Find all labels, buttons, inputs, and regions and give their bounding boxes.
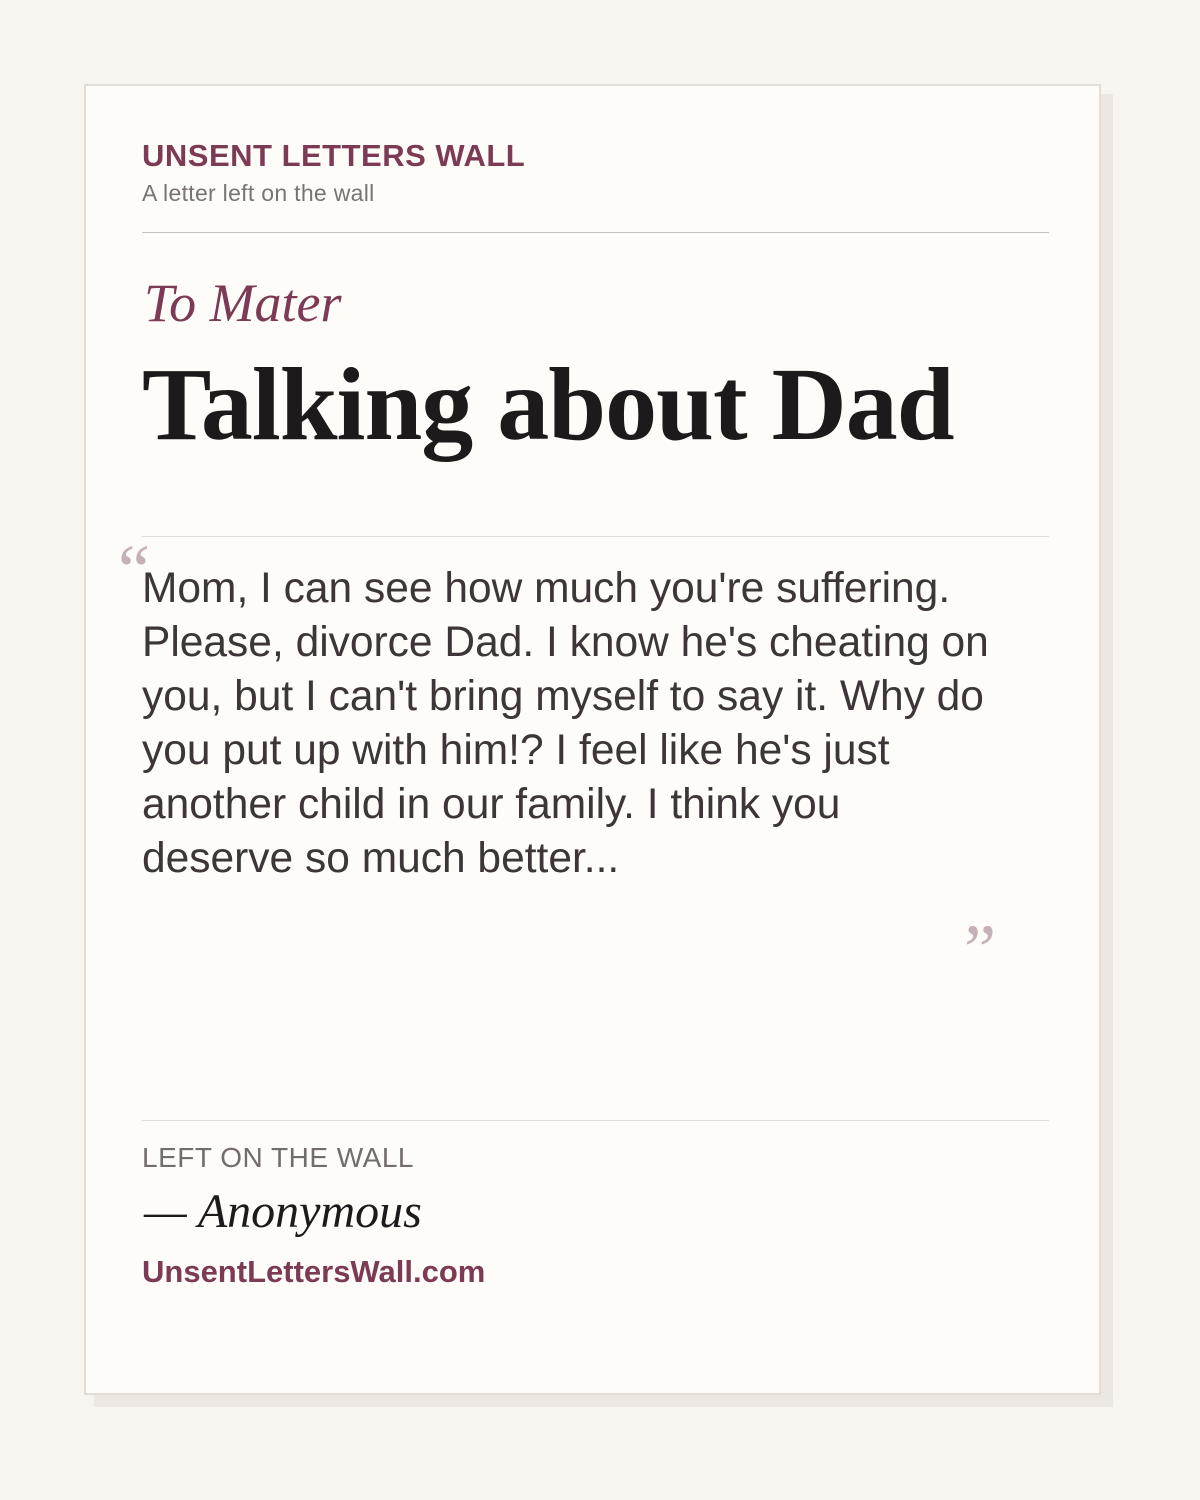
open-quote-icon: “	[118, 530, 150, 610]
left-on-wall-label: LEFT ON THE WALL	[142, 1142, 414, 1173]
author-signature: — Anonymous	[144, 1185, 422, 1238]
letter-content	[118, 86, 1049, 1393]
footer-divider	[142, 1120, 1049, 1121]
letter-recipient: To Mater	[144, 273, 342, 333]
site-url-link[interactable]: UnsentLettersWall.com	[142, 1254, 486, 1289]
letter-card	[84, 84, 1101, 1395]
letter-body: Mom, I can see how much you're suffering. Please, divorce Dad. I know he's cheating on you, but I can't bring myself to say it. Why do you put up with him!? I feel like he's just another child in our family. I think you deserve so much better...	[142, 565, 989, 882]
site-tagline: A letter left on the wall	[142, 180, 375, 206]
site-name: UNSENT LETTERS WALL	[142, 138, 526, 173]
header-divider	[142, 232, 1049, 233]
letter-title: Talking about Dad	[142, 347, 954, 462]
close-quote-icon: ”	[964, 910, 996, 990]
title-divider	[142, 536, 1049, 537]
